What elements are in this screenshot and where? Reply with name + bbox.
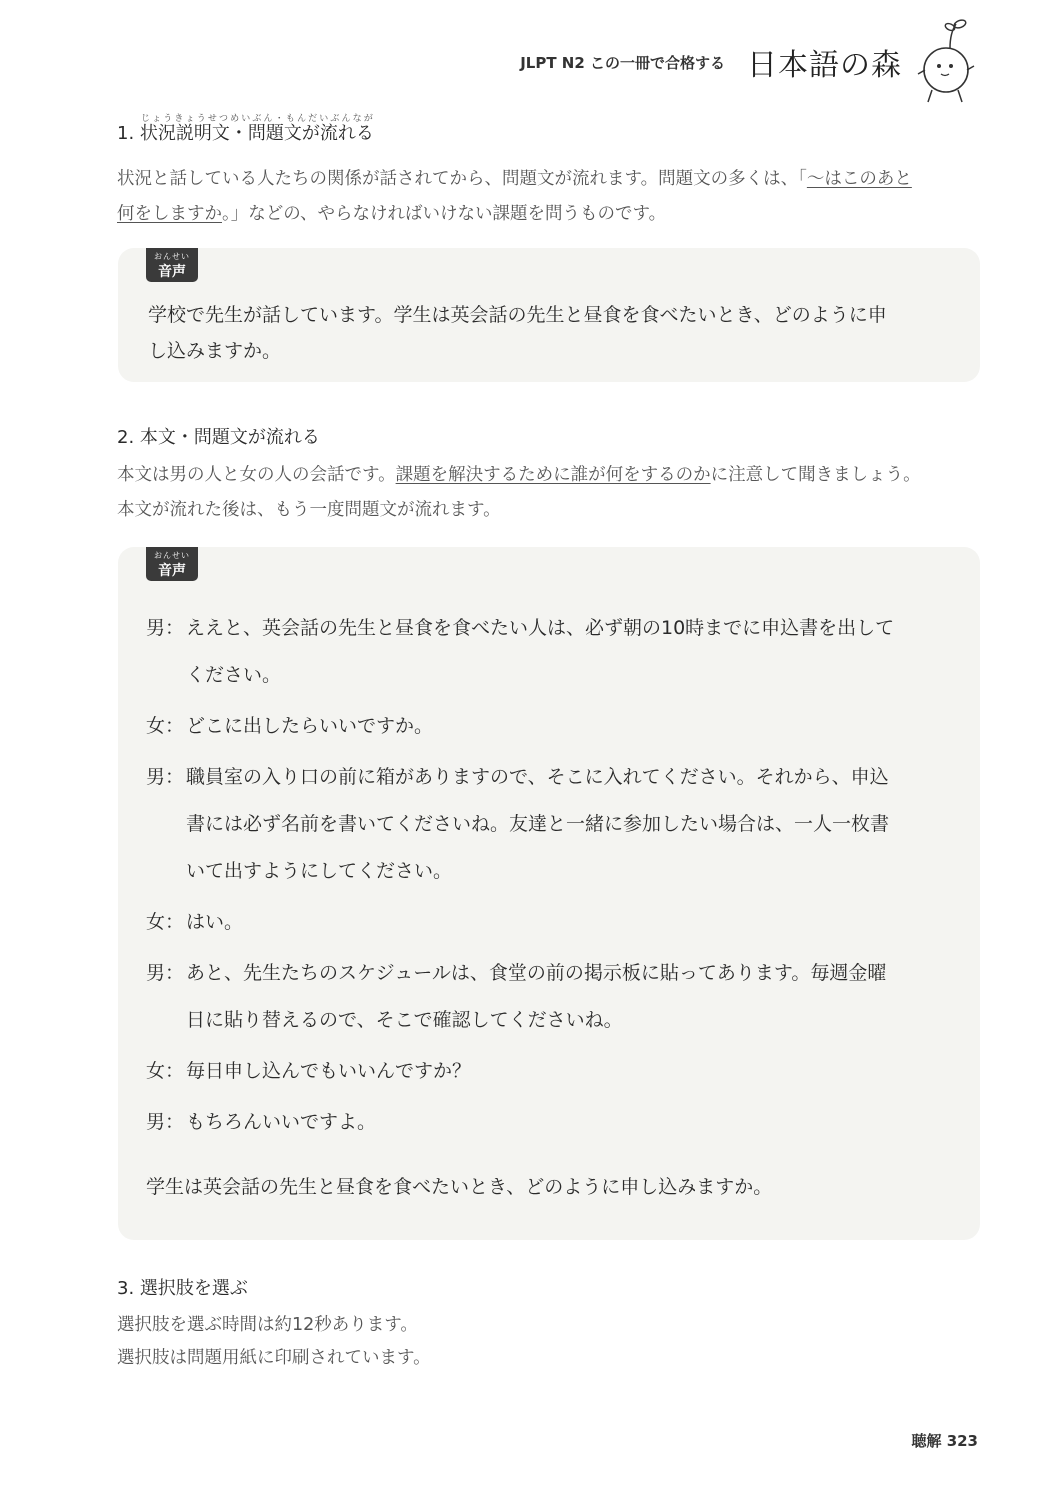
section-number: 1. xyxy=(117,123,135,144)
audio-box-1 xyxy=(118,248,980,382)
dialogue-lines xyxy=(186,1048,966,1095)
section-1-description xyxy=(117,166,983,234)
dialogue-lines xyxy=(186,950,966,1044)
page-number: 323 xyxy=(946,1432,978,1450)
underlined-text: 課題を解決するために誰が何をするのか xyxy=(395,465,711,485)
paragraph-line xyxy=(117,201,983,228)
speaker-label: 女： xyxy=(146,911,185,933)
audio-badge xyxy=(146,248,198,282)
mascot-icon xyxy=(914,18,984,106)
dialogue-turn xyxy=(146,754,966,895)
dialogue-line: はい。 xyxy=(186,911,244,933)
dialogue-line: いて出すようにしてください。 xyxy=(186,860,453,882)
audio-box-text xyxy=(148,300,950,367)
section-title-text: 本文・問題文が流れる xyxy=(139,427,320,448)
section-number: 3. xyxy=(117,1278,135,1299)
section-2-description xyxy=(117,462,983,530)
dialogue-turn xyxy=(146,950,966,1044)
section-title-text: 状況説明文・問題文が流れる xyxy=(139,123,374,144)
speaker-label: 男： xyxy=(146,617,185,639)
paragraph-line: 選択肢は問題用紙に印刷されています。 xyxy=(117,1348,431,1369)
text-segment: 本文は男の人と女の人の会話です。 xyxy=(117,465,396,485)
paragraph-line: 選択肢を選ぶ時間は約12秒あります。 xyxy=(117,1315,418,1335)
badge-label: 音声 xyxy=(158,563,186,579)
dialogue-line: 職員室の入り口の前に箱がありますので、そこに入れてください。それから、申込 xyxy=(186,766,889,788)
badge-label: 音声 xyxy=(158,264,186,280)
box-line: し込みますか。 xyxy=(148,340,282,363)
speaker-label: 女： xyxy=(146,1060,185,1082)
underlined-text: 〜はこのあと xyxy=(806,169,912,189)
brand-logo-text: 日本語の森 xyxy=(747,48,902,83)
speaker-label: 男： xyxy=(146,1111,185,1133)
dialogue-line: 書には必ず名前を書いてくださいね。友達と一緒に参加したい場合は、一人一枚書 xyxy=(186,813,890,835)
dialogue-line: 日に貼り替えるので、そこで確認してくださいね。 xyxy=(186,1009,623,1031)
section-1-title xyxy=(117,114,374,147)
box-line: 学校で先生が話しています。学生は英会話の先生と昼食を食べたいとき、どのように申 xyxy=(148,304,887,326)
dialogue-lines xyxy=(186,605,966,699)
dialogue-lines xyxy=(186,703,966,750)
section-2-title xyxy=(117,424,320,451)
dialogue-turn xyxy=(146,1099,966,1146)
paragraph-line xyxy=(117,166,983,193)
dialogue-turn xyxy=(146,703,966,750)
dialogue-line: 毎日申し込んでもいいんですか？ xyxy=(186,1060,472,1082)
badge-ruby: おんせい xyxy=(154,551,190,560)
dialogue-turn xyxy=(146,1048,966,1095)
series-title: JLPT N2 この一冊で合格する xyxy=(520,53,725,72)
dialogue-line: あと、先生たちのスケジュールは、食堂の前の掲示板に貼ってあります。毎週金曜 xyxy=(186,962,887,984)
dialogue-line: もちろんいいですよ。 xyxy=(186,1111,377,1133)
section-number: 2. xyxy=(117,427,135,448)
dialogue-line: ください。 xyxy=(186,664,282,686)
badge-ruby: おんせい xyxy=(154,252,190,261)
dialogue-lines xyxy=(186,1099,966,1146)
speaker-label: 女： xyxy=(146,715,185,737)
dialogue xyxy=(146,605,966,1150)
dialogue-line: どこに出したらいいですか。 xyxy=(186,715,434,737)
audio-question: 学生は英会話の先生と昼食を食べたいとき、どのように申し込みますか。 xyxy=(146,1176,773,1198)
footer-section-label: 聴解 xyxy=(911,1432,942,1450)
page-footer xyxy=(911,1430,978,1451)
page-header xyxy=(520,22,980,102)
underlined-text: 何をしますか xyxy=(117,204,222,225)
dialogue-lines xyxy=(186,754,966,895)
section-3-title xyxy=(117,1275,248,1302)
section-3-description xyxy=(117,1312,983,1378)
title-ruby: じょうきょうせつめいぶん・もんだいぶんなが xyxy=(139,114,374,124)
speaker-label: 男： xyxy=(146,766,185,788)
text-segment: 状況と話している人たちの関係が話されてから、問題文が流れます。問題文の多くは、「 xyxy=(117,169,807,189)
dialogue-turn xyxy=(146,605,966,699)
text-segment: 。」などの、やらなければいけない課題を問うものです。 xyxy=(222,204,667,225)
dialogue-lines xyxy=(186,899,966,946)
section-title-text: 選択肢を選ぶ xyxy=(139,1278,248,1299)
dialogue-turn xyxy=(146,899,966,946)
audio-badge xyxy=(146,547,198,581)
text-segment: に注意して聞きましょう。 xyxy=(710,465,921,485)
speaker-label: 男： xyxy=(146,962,185,984)
dialogue-line: ええと、英会話の先生と昼食を食べたい人は、必ず朝の10時までに申込書を出して xyxy=(186,617,895,639)
paragraph-line: 本文が流れた後は、もう一度問題文が流れます。 xyxy=(117,500,501,521)
paragraph-line xyxy=(117,462,983,489)
audio-box-2 xyxy=(118,547,980,1240)
